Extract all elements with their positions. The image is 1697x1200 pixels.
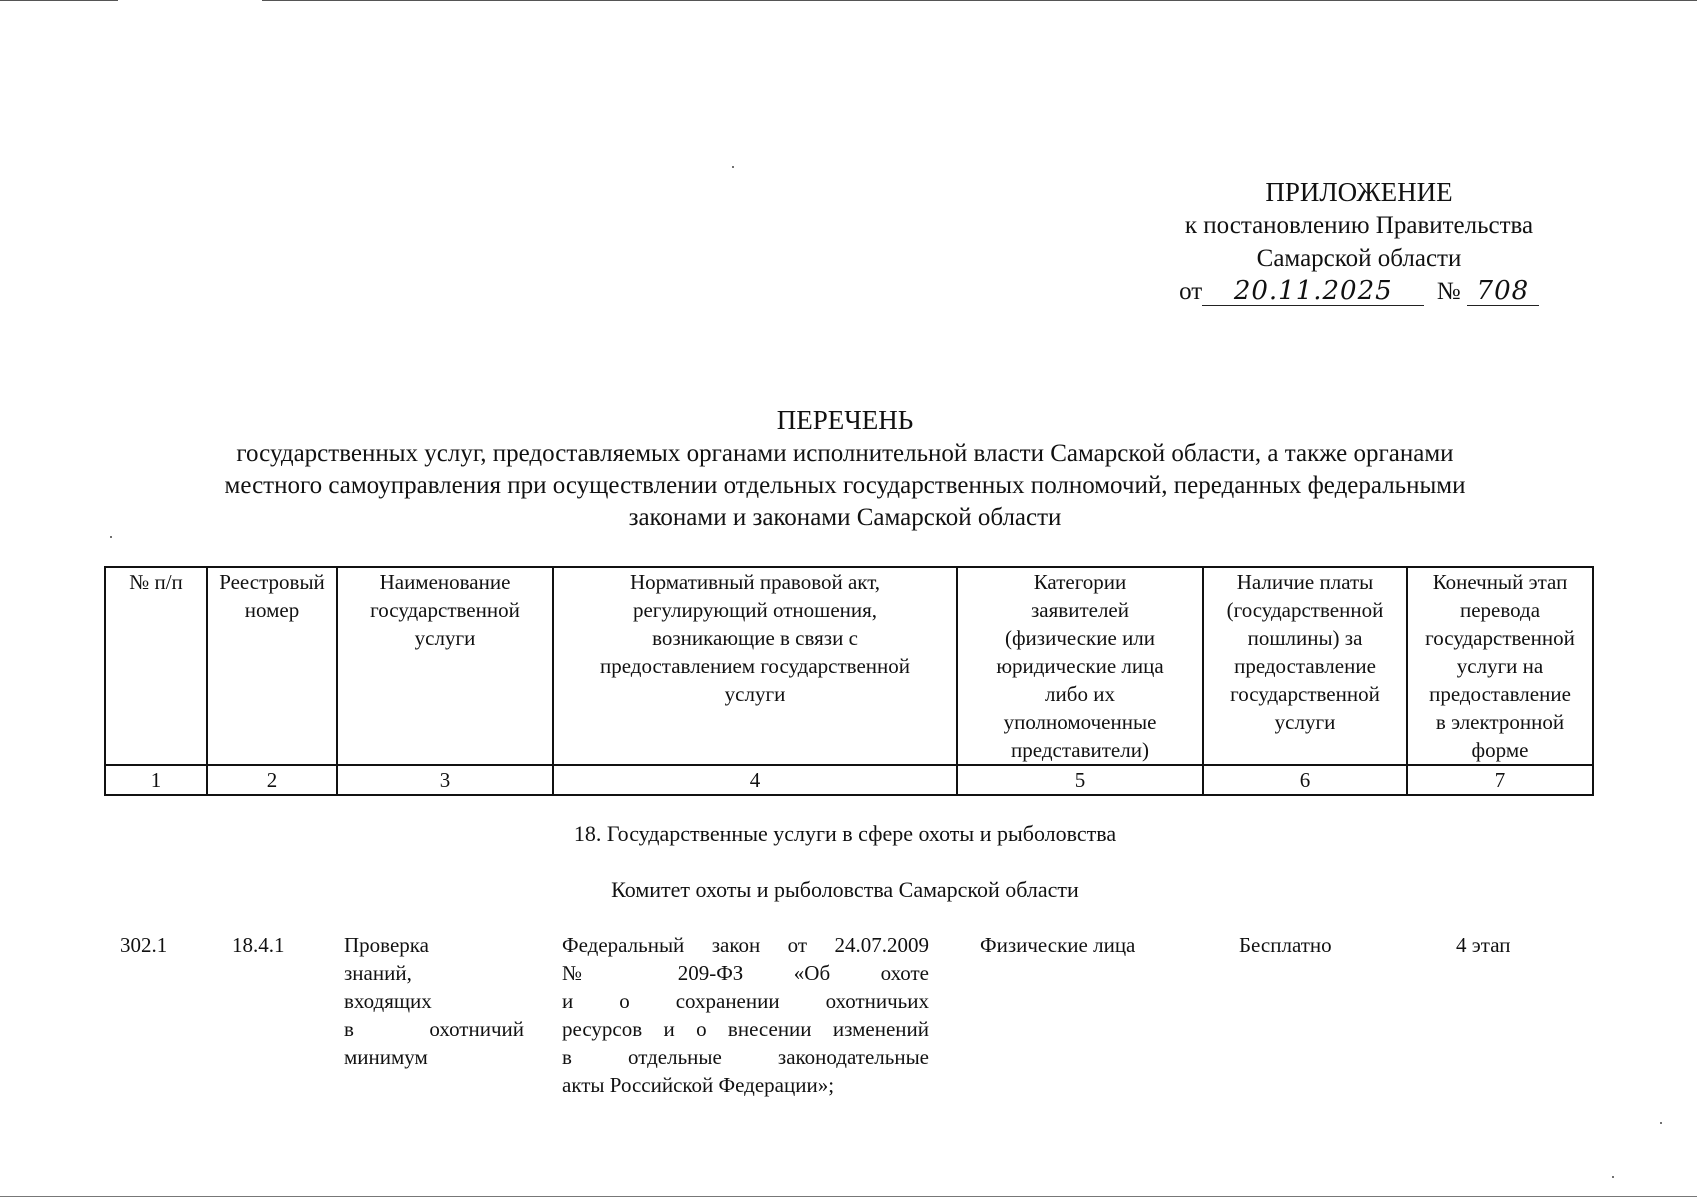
header-cell <box>553 567 957 765</box>
service-name-line: Проверка <box>344 933 429 957</box>
header-cell-line: (физические или <box>1004 626 1156 650</box>
scan-speck <box>732 166 734 168</box>
service-name-line: минимум <box>344 1045 428 1069</box>
electronic-stage: 4 этап <box>1456 933 1511 957</box>
agency-title: Комитет охоты и рыболовства Самарской области <box>611 877 1079 902</box>
service-name-line: входящих <box>344 989 432 1013</box>
header-cell-line: государственной <box>1425 626 1575 650</box>
header-cell-line: услуги <box>724 682 786 706</box>
header-cell-line: форме <box>1471 738 1529 762</box>
scan-speck <box>110 536 112 538</box>
heading-line: государственных услуг, предоставляемых органами исполнительной власти Самарской области, а также органами <box>236 440 1454 467</box>
column-number: 3 <box>337 765 553 795</box>
header-cell-line: услуги <box>1274 710 1336 734</box>
scan-speck <box>1660 1122 1662 1124</box>
header-cell-line: предоставление <box>1429 682 1571 706</box>
appendix-line: к постановлению Правительства <box>1184 212 1534 239</box>
header-cell-line: перевода <box>1459 598 1541 622</box>
header-cell-line: Наименование <box>379 570 511 594</box>
scan-edge-line <box>262 0 1697 1</box>
section-title: 18. Государственные услуги в сфере охоты и рыболовства <box>573 821 1117 846</box>
appendix-line: Самарской области <box>1256 245 1462 272</box>
service-name-line: в охотничий <box>344 1017 524 1041</box>
number-prefix: № <box>1436 278 1461 305</box>
header-cell-line: в электронной <box>1435 710 1565 734</box>
legal-act-line: № 209-ФЗ «Об охоте <box>562 961 929 985</box>
header-cell-line: государственной <box>1230 682 1380 706</box>
scan-edge-line <box>0 1196 1697 1197</box>
header-cell-line: заявителей <box>1031 598 1129 622</box>
scan-speck <box>1612 1176 1614 1178</box>
scan-edge-line <box>0 0 118 1</box>
header-cell-line: представители) <box>1011 738 1149 762</box>
header-cell-line: либо их <box>1045 682 1115 706</box>
header-cell-line: уполномоченные <box>1003 710 1157 734</box>
header-cell-line: Наличие платы <box>1236 570 1374 594</box>
legal-act-line: Федеральный закон от 24.07.2009 <box>562 933 929 957</box>
legal-act-line: ресурсов и о внесении изменений <box>562 1017 929 1041</box>
fee-status: Бесплатно <box>1239 933 1332 957</box>
header-cell-line: пошлины) за <box>1247 626 1363 650</box>
service-name <box>344 931 524 1071</box>
header-row <box>105 567 1593 765</box>
legal-act-line: и о сохранении охотничьих <box>562 989 929 1013</box>
header-cell <box>957 567 1203 765</box>
header-cell-line: предоставление <box>1234 654 1376 678</box>
header-cell <box>337 567 553 765</box>
column-number: 1 <box>105 765 207 795</box>
header-cell-line: № п/п <box>129 570 183 594</box>
number-field <box>1467 278 1539 306</box>
applicant-category: Физические лица <box>980 933 1136 957</box>
registry-number: 18.4.1 <box>232 933 285 957</box>
header-cell-line: (государственной <box>1226 598 1384 622</box>
column-number: 2 <box>207 765 337 795</box>
legal-act-line: в отдельные законодательные <box>562 1045 929 1069</box>
service-name-line: знаний, <box>344 961 412 985</box>
header-cell <box>105 567 207 765</box>
header-cell-line: государственной <box>370 598 520 622</box>
header-cell-line: Категории <box>1033 570 1127 594</box>
header-cell-line: регулирующий отношения, <box>632 598 878 622</box>
column-number: 4 <box>553 765 957 795</box>
document-title: ПЕРЕЧЕНЬ <box>776 405 914 435</box>
column-number: 7 <box>1407 765 1593 795</box>
header-cell-line: Конечный этап <box>1432 570 1568 594</box>
header-cell-line: возникающие в связи с <box>652 626 858 650</box>
heading-line: законами и законами Самарской области <box>628 504 1062 531</box>
header-cell-line: номер <box>244 598 300 622</box>
date-prefix: от <box>1179 278 1203 305</box>
column-number: 6 <box>1203 765 1407 795</box>
header-cell-line: Реестровый <box>219 570 325 594</box>
column-number: 5 <box>957 765 1203 795</box>
appendix-date-row <box>1144 275 1574 308</box>
handwritten-date: 20.11.2025 <box>1233 276 1393 306</box>
appendix-block <box>1144 176 1574 308</box>
header-cell-line: услуги на <box>1456 654 1544 678</box>
handwritten-number: 708 <box>1476 276 1530 306</box>
header-cell <box>1203 567 1407 765</box>
header-cell-line: предоставлением государственной <box>599 654 910 678</box>
header-cell-line: услуги <box>414 626 476 650</box>
legal-act <box>562 931 929 1099</box>
header-table <box>104 566 1594 796</box>
column-number-row <box>105 765 1593 795</box>
appendix-title: ПРИЛОЖЕНИЕ <box>1265 177 1453 207</box>
header-cell-line: юридические лица <box>996 654 1164 678</box>
heading-line: местного самоуправления при осуществлении отдельных государственных полномочий, переданных федеральными <box>224 472 1466 499</box>
header-cell-line: Нормативный правовой акт, <box>629 570 881 594</box>
document-heading <box>100 402 1590 534</box>
date-field <box>1202 278 1424 306</box>
header-cell <box>207 567 337 765</box>
row-number: 302.1 <box>120 933 168 957</box>
legal-act-line: акты Российской Федерации»; <box>562 1073 835 1097</box>
header-cell <box>1407 567 1593 765</box>
